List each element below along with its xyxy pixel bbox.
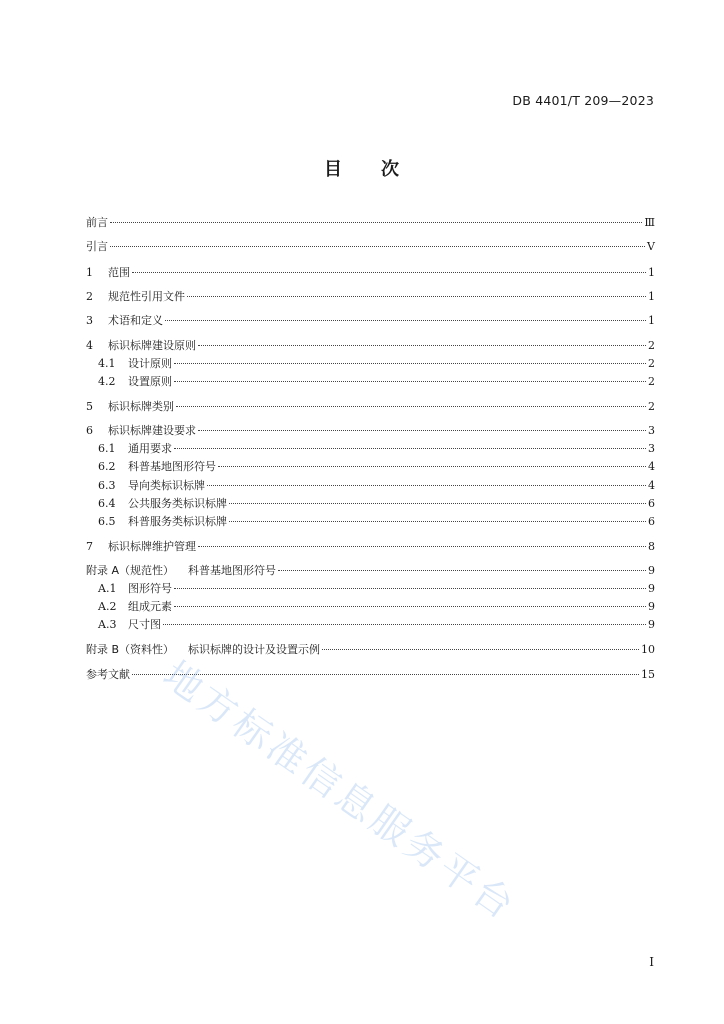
toc-entry-page: 10	[641, 643, 655, 656]
toc-entry[interactable]	[86, 538, 655, 556]
toc-entry[interactable]	[86, 214, 655, 232]
toc-entry-label: 科普基地图形符号	[128, 460, 216, 473]
toc-entry[interactable]	[98, 513, 655, 531]
toc-entry-number: 6	[86, 424, 93, 437]
toc-entry-page: 15	[641, 668, 655, 681]
toc-entry[interactable]	[98, 598, 655, 616]
toc-entry-page: Ⅲ	[644, 216, 655, 229]
toc-entry[interactable]	[98, 495, 655, 513]
toc-leader-dots	[163, 624, 646, 625]
toc-leader-dots	[132, 674, 639, 675]
title-part-1: 目	[324, 159, 343, 180]
toc-entry-label: 公共服务类标识标牌	[128, 497, 227, 510]
toc-entry[interactable]	[86, 337, 655, 355]
toc-entry[interactable]	[86, 264, 655, 282]
toc-entry-label: 导向类标识标牌	[128, 479, 205, 492]
toc-entry-label: 通用要求	[128, 442, 172, 455]
toc-entry-number: 6.4	[98, 497, 116, 510]
toc-entry-page: 3	[648, 442, 655, 455]
toc-entry-page: 6	[648, 515, 655, 528]
toc-entry[interactable]	[98, 355, 655, 373]
toc-entry[interactable]	[86, 238, 655, 256]
toc-leader-dots	[176, 406, 646, 407]
toc-entry-label: 科普服务类标识标牌	[128, 515, 227, 528]
toc-leader-dots	[132, 272, 646, 273]
toc-leader-dots	[174, 588, 646, 589]
toc-leader-dots	[110, 246, 645, 247]
toc-leader-dots	[229, 503, 646, 504]
toc-leader-dots	[174, 448, 646, 449]
toc-leader-dots	[278, 570, 646, 571]
toc-entry-number: A.1	[98, 582, 117, 595]
toc-entry[interactable]	[86, 398, 655, 416]
toc-entry[interactable]	[98, 440, 655, 458]
toc-entry[interactable]	[86, 562, 655, 580]
toc-entry-label: 前言	[86, 216, 108, 229]
toc-entry-page: 2	[648, 400, 655, 413]
toc-leader-dots	[174, 363, 646, 364]
toc-leader-dots	[110, 222, 642, 223]
toc-leader-dots	[322, 649, 639, 650]
toc-entry-page: 9	[648, 618, 655, 631]
toc-entry[interactable]	[86, 641, 655, 659]
toc-entry-label: 参考文献	[86, 668, 130, 681]
toc-entry[interactable]	[86, 312, 655, 330]
toc-leader-dots	[198, 546, 646, 547]
toc-leader-dots	[198, 430, 646, 431]
toc-entry-page: 8	[648, 540, 655, 553]
page-number: I	[649, 955, 654, 969]
toc-entry-number: 附录 A（规范性）	[86, 564, 175, 577]
toc-entry-label: 标识标牌建设要求	[108, 424, 196, 437]
toc-entry-number: 7	[86, 540, 93, 553]
toc-entry-label: 标识标牌建设原则	[108, 339, 196, 352]
toc-entry[interactable]	[98, 580, 655, 598]
toc-entry-label: 标识标牌类别	[108, 400, 174, 413]
toc-leader-dots	[218, 466, 646, 467]
toc-entry-number: A.2	[98, 600, 117, 613]
toc-leader-dots	[187, 296, 646, 297]
toc-entry-label: 设计原则	[128, 357, 172, 370]
toc-entry-number: 4.1	[98, 357, 116, 370]
toc-entry-page: 1	[648, 266, 655, 279]
title-part-2: 次	[381, 159, 400, 180]
toc-entry-number: 3	[86, 314, 93, 327]
toc-entry-label: 科普基地图形符号	[188, 564, 277, 577]
toc-entry-number: 1	[86, 266, 93, 279]
toc-entry-label: 范围	[108, 266, 130, 279]
toc-entry-page: 2	[648, 339, 655, 352]
toc-entry[interactable]	[98, 616, 655, 634]
toc-entry-page: 9	[648, 600, 655, 613]
toc-entry-page: V	[647, 240, 655, 253]
toc-entry-label: 组成元素	[128, 600, 172, 613]
toc-entry-page: 1	[648, 290, 655, 303]
toc-leader-dots	[174, 381, 646, 382]
toc-leader-dots	[165, 320, 646, 321]
toc-entry-number: 5	[86, 400, 93, 413]
toc-leader-dots	[174, 606, 646, 607]
toc-entry-number: 2	[86, 290, 93, 303]
toc-entry[interactable]	[98, 373, 655, 391]
toc-entry-number: 4	[86, 339, 93, 352]
toc-entry-number: 附录 B（资料性）	[86, 643, 175, 656]
toc-entry-label: 引言	[86, 240, 108, 253]
toc-entry-label: 标识标牌的设计及设置示例	[188, 643, 321, 656]
toc-entry[interactable]	[86, 422, 655, 440]
toc-entry[interactable]	[86, 288, 655, 306]
toc-entry-page: 4	[648, 479, 655, 492]
toc-entry-number: A.3	[98, 618, 117, 631]
toc-entry-label: 设置原则	[128, 375, 172, 388]
toc-entry-number: 6.3	[98, 479, 116, 492]
toc-leader-dots	[198, 345, 646, 346]
toc-entry-number: 6.2	[98, 460, 116, 473]
toc-entry[interactable]	[86, 666, 655, 684]
toc-entry-number: 6.5	[98, 515, 116, 528]
toc-entry-label: 标识标牌维护管理	[108, 540, 196, 553]
toc-entry-page: 1	[648, 314, 655, 327]
toc-entry-page: 4	[648, 460, 655, 473]
toc-entry-number: 4.2	[98, 375, 116, 388]
toc-entry[interactable]	[98, 477, 655, 495]
toc-entry-label: 术语和定义	[108, 314, 163, 327]
toc-entry[interactable]	[98, 458, 655, 476]
toc-entry-label: 规范性引用文件	[108, 290, 185, 303]
toc-entry-page: 9	[648, 582, 655, 595]
toc-entry-label: 尺寸图	[128, 618, 161, 631]
page-title	[0, 155, 724, 181]
toc-entry-page: 3	[648, 424, 655, 437]
toc-entry-page: 2	[648, 375, 655, 388]
toc-entry-label: 图形符号	[128, 582, 172, 595]
toc-leader-dots	[229, 521, 646, 522]
toc-entry-page: 6	[648, 497, 655, 510]
toc-entry-page: 2	[648, 357, 655, 370]
watermark: 地方标准信息服务平台	[155, 652, 525, 930]
toc-entry-number: 6.1	[98, 442, 116, 455]
document-code: DB 4401/T 209—2023	[512, 93, 654, 108]
toc-entry-page: 9	[648, 564, 655, 577]
toc-leader-dots	[207, 485, 646, 486]
